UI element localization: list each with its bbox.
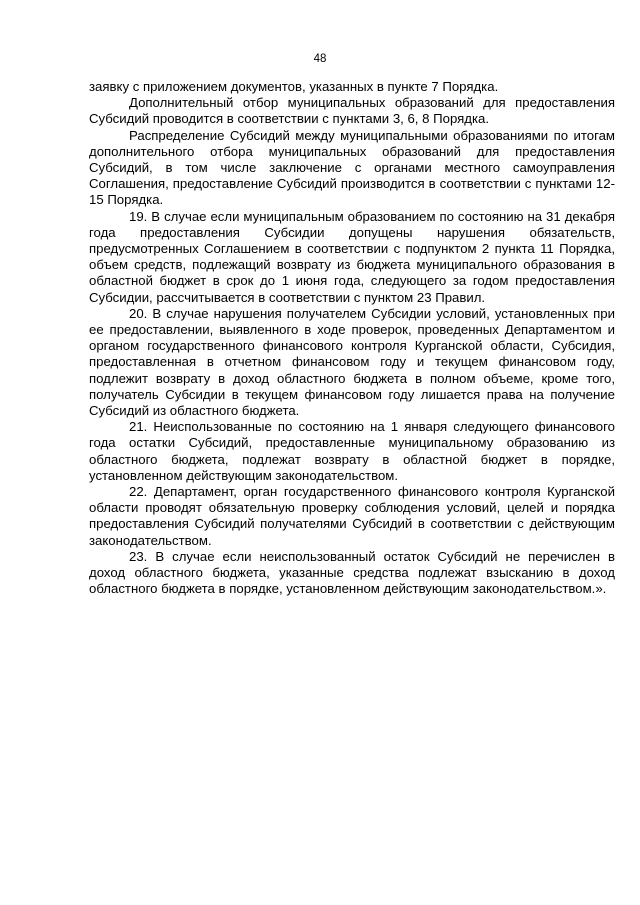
paragraph-continuation: заявку с приложением документов, указанных в пункте 7 Порядка. — [89, 79, 499, 94]
paragraph-item-20: 20. В случае нарушения получателем Субсидии условий, установленных при ее предоставлении, выявленного в ходе проверок, проведенных Департаментом и органом государственного финансового контроля Курганской области, Субсидия, предоставленная в отчетном финансовом году и текущем финансовом году, подлежит возврату в доход областного бюджета в полном объеме, кроме того, получатель Субсидии в текущем финансовом году лишается права на получение Субсидий из областного бюджета. — [89, 305, 615, 419]
page-number: 48 — [313, 53, 327, 65]
paragraph-item-21: 21. Неиспользованные по состоянию на 1 января следующего финансового года остатки Субсидий, предоставленные муниципальному образованию из областного бюджета, подлежат возврату в областной бюджет в порядке, установленном действующим законодательством. — [89, 419, 615, 483]
document-body — [89, 79, 615, 598]
paragraph-item-23: 23. В случае если неиспользованный остаток Субсидий не перечислен в доход областного бюджета, указанные средства подлежат взысканию в доход областного бюджета в порядке, установленном действующим законодательством.». — [89, 548, 615, 597]
paragraph-additional-selection: Дополнительный отбор муниципальных образований для предоставления Субсидий проводится в соответствии с пунктами 3, 6, 8 Порядка. — [89, 95, 615, 127]
paragraph-item-22: 22. Департамент, орган государственного финансового контроля Курганской области проводят обязательную проверку соблюдения условий, целей и порядка предоставления Субсидий получателями Субсидий в соответствии с действующим законодательством. — [89, 484, 615, 548]
paragraph-subsidy-distribution: Распределение Субсидий между муниципальными образованиями по итогам дополнительного отбора муниципальных образований для предоставления Субсидий, в том числе заключение с органами местного самоуправления Соглашения, предоставление Субсидий производится в соответствии с пунктами 12-15 Порядка. — [89, 127, 615, 208]
paragraph-item-19: 19. В случае если муниципальным образованием по состоянию на 31 декабря года предоставления Субсидии допущены нарушения обязательств, предусмотренных Соглашением в соответствии с подпунктом 2 пункта 11 Порядка, объем средств, подлежащий возврату из бюджета муниципального образования в областной бюджет в срок до 1 июня года, следующего за годом предоставления Субсидии, рассчитывается в соответствии с пунктом 23 Правил. — [89, 208, 615, 305]
